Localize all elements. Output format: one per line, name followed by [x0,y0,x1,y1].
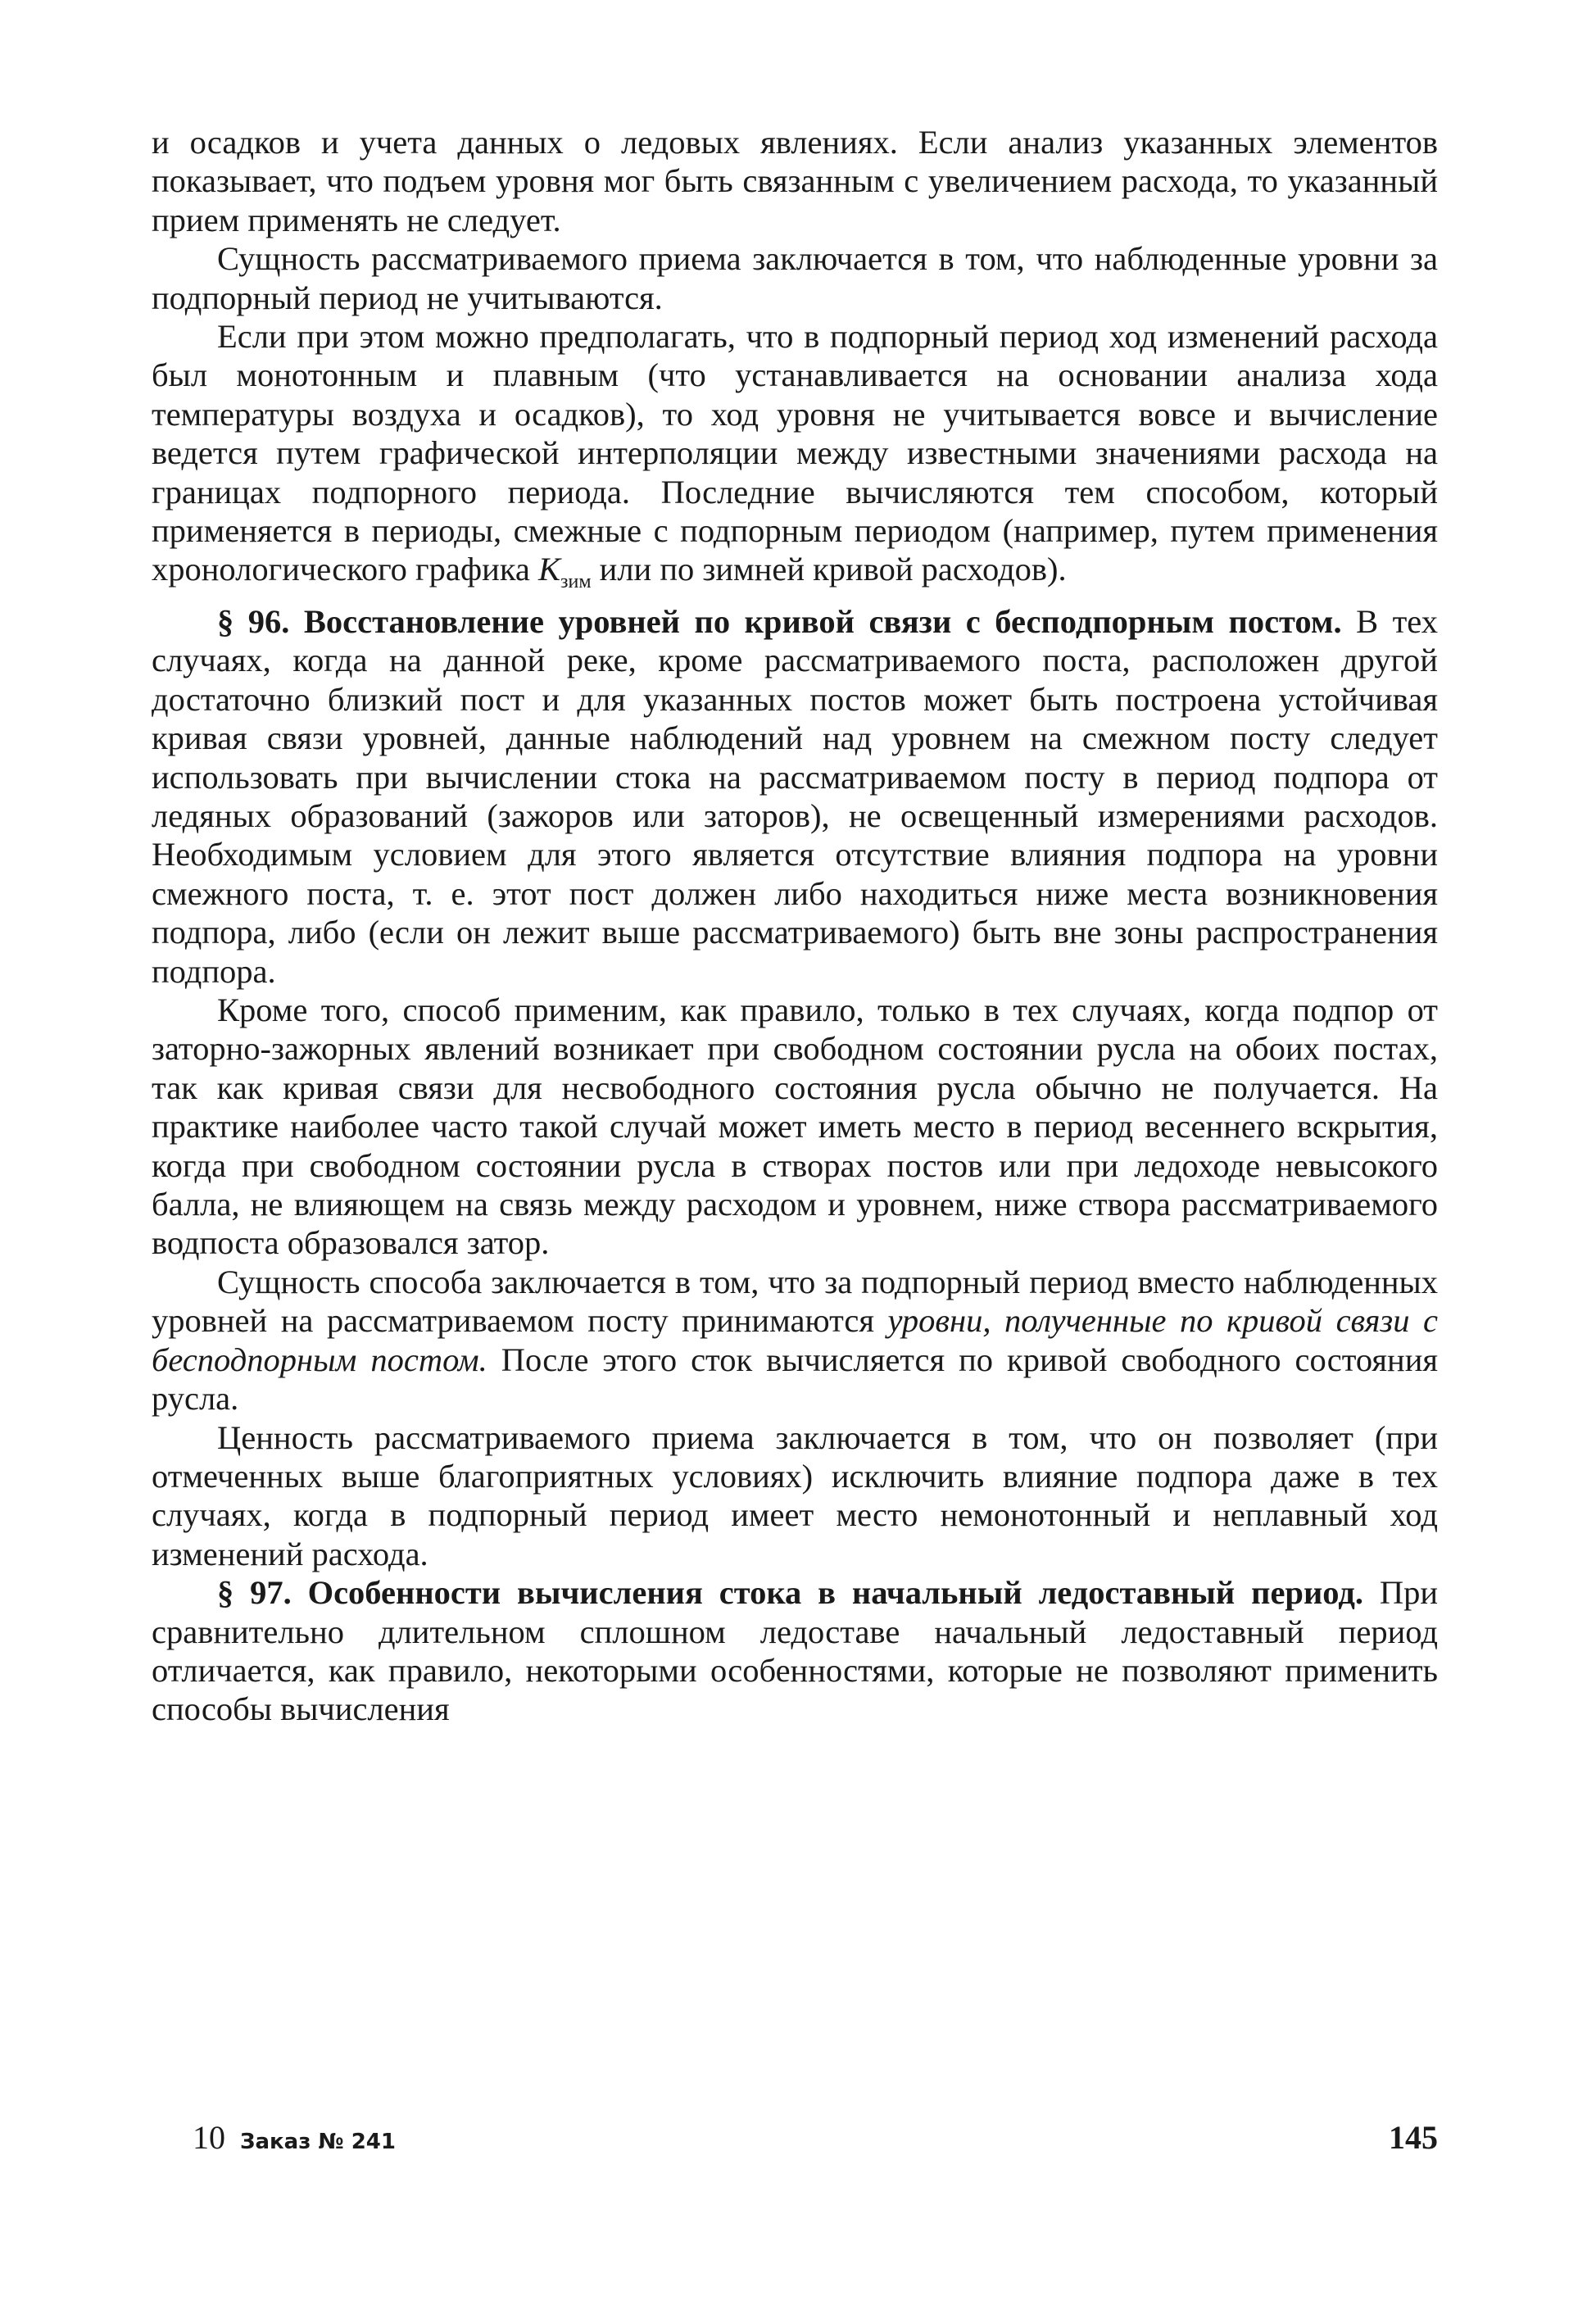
paragraph-1: и осадков и учета данных о ледовых явлениях. Если анализ указанных элементов показывает, что подъем уровня мог быть связанным с увеличением расхода, то указанный прием применять не следует. [152,124,1438,238]
section-97-heading: § 97. Особенности вычисления стока в начальный ледоставный период. [217,1574,1363,1612]
paragraph-2: Сущность рассматриваемого приема заключается в том, что наблюденные уровни за подпорный период не учитываются. [152,240,1438,316]
paragraph-3: Если при этом можно предполагать, что в подпорный период ход изменений расхода был монотонным и плавным (что устанавливается на основании анализа хода температуры воздуха и осадков), то ход уровня не учитывается вовсе и вычисление ведется путем графической интерполяции между известными значениями расхода на границах подпорного периода. Последние вычисляются тем способом, который применяется в периоды, смежные с подпорным периодом (например, путем применения хронологического графика $K_{зим}$ или по зимней кривой расходов). [152,318,1438,593]
variable-subscript: зим [560,571,592,593]
signature-number: 10 [193,2119,225,2156]
order-number: Заказ № 241 [240,2130,396,2154]
section-96-heading: § 96. Восстановление уровней по кривой связи с бесподпорным постом. [217,602,1342,640]
paragraph-6: Сущность способа заключается в том, что за подпорный период вместо наблюденных уровней на рассматриваемом посту принимаются уровни, полученные по кривой связи с бесподпорным постом. После этого сток вычисляется по кривой свободного состояния русла. [152,1263,1438,1418]
paragraph-7: Ценность рассматриваемого приема заключается в том, что он позволяет (при отмеченных выше благоприятных условиях) исключить влияние подпора даже в тех случаях, когда в подпорный период имеет место немонотонный и неплавный ход изменений расхода. [152,1418,1438,1572]
section-96: § 96. Восстановление уровней по кривой связи с бесподпорным постом. В тех случаях, когда на данной реке, кроме рассматриваемого поста, расположен другой достаточно близкий пост и для указанных постов может быть построена устойчивая кривая связи уровней, данные наблюдений над уровнем на смежном посту следует использовать при вычислении стока на рассматриваемом посту в период подпора от ледяных образований (зажоров или заторов), не освещенный измерениями расходов. Необходимым условием для этого является отсутствие влияния подпора на уровни смежного поста, т. е. этот пост должен либо находиться ниже места возникновения подпора, либо (если он лежит выше рассматриваемого) быть вне зоны распространения подпора. [152,602,1438,990]
printer-signature [193,2118,396,2157]
text-body [152,123,1438,1729]
paragraph-5: Кроме того, способ применим, как правило, только в тех случаях, когда подпор от заторно-зажорных явлений возникает при свободном состоянии русла на обоих постах, так как кривая связи для несвободного состояния русла обычно не получается. На практике наиболее часто такой случай может иметь место в период весеннего вскрытия, когда при свободном состоянии русла в створах постов или при ледоходе невысокого балла, не влияющем на связь между расходом и уровнем, ниже створа рассматриваемого водпоста образовался затор. [152,991,1438,1262]
section-97: § 97. Особенности вычисления стока в начальный ледоставный период. При сравнительно длительном сплошном ледоставе начальный ледоставный период отличается, как правило, некоторыми особенностями, которые не позволяют применить способы вычисления [152,1574,1439,1728]
page-footer [193,2118,1438,2167]
italic-phrase: уровни, полученные по кривой связи с бесподпорным постом. [152,1302,1438,1378]
variable-k: K [537,551,560,588]
page-number: 145 [1389,2119,1438,2156]
